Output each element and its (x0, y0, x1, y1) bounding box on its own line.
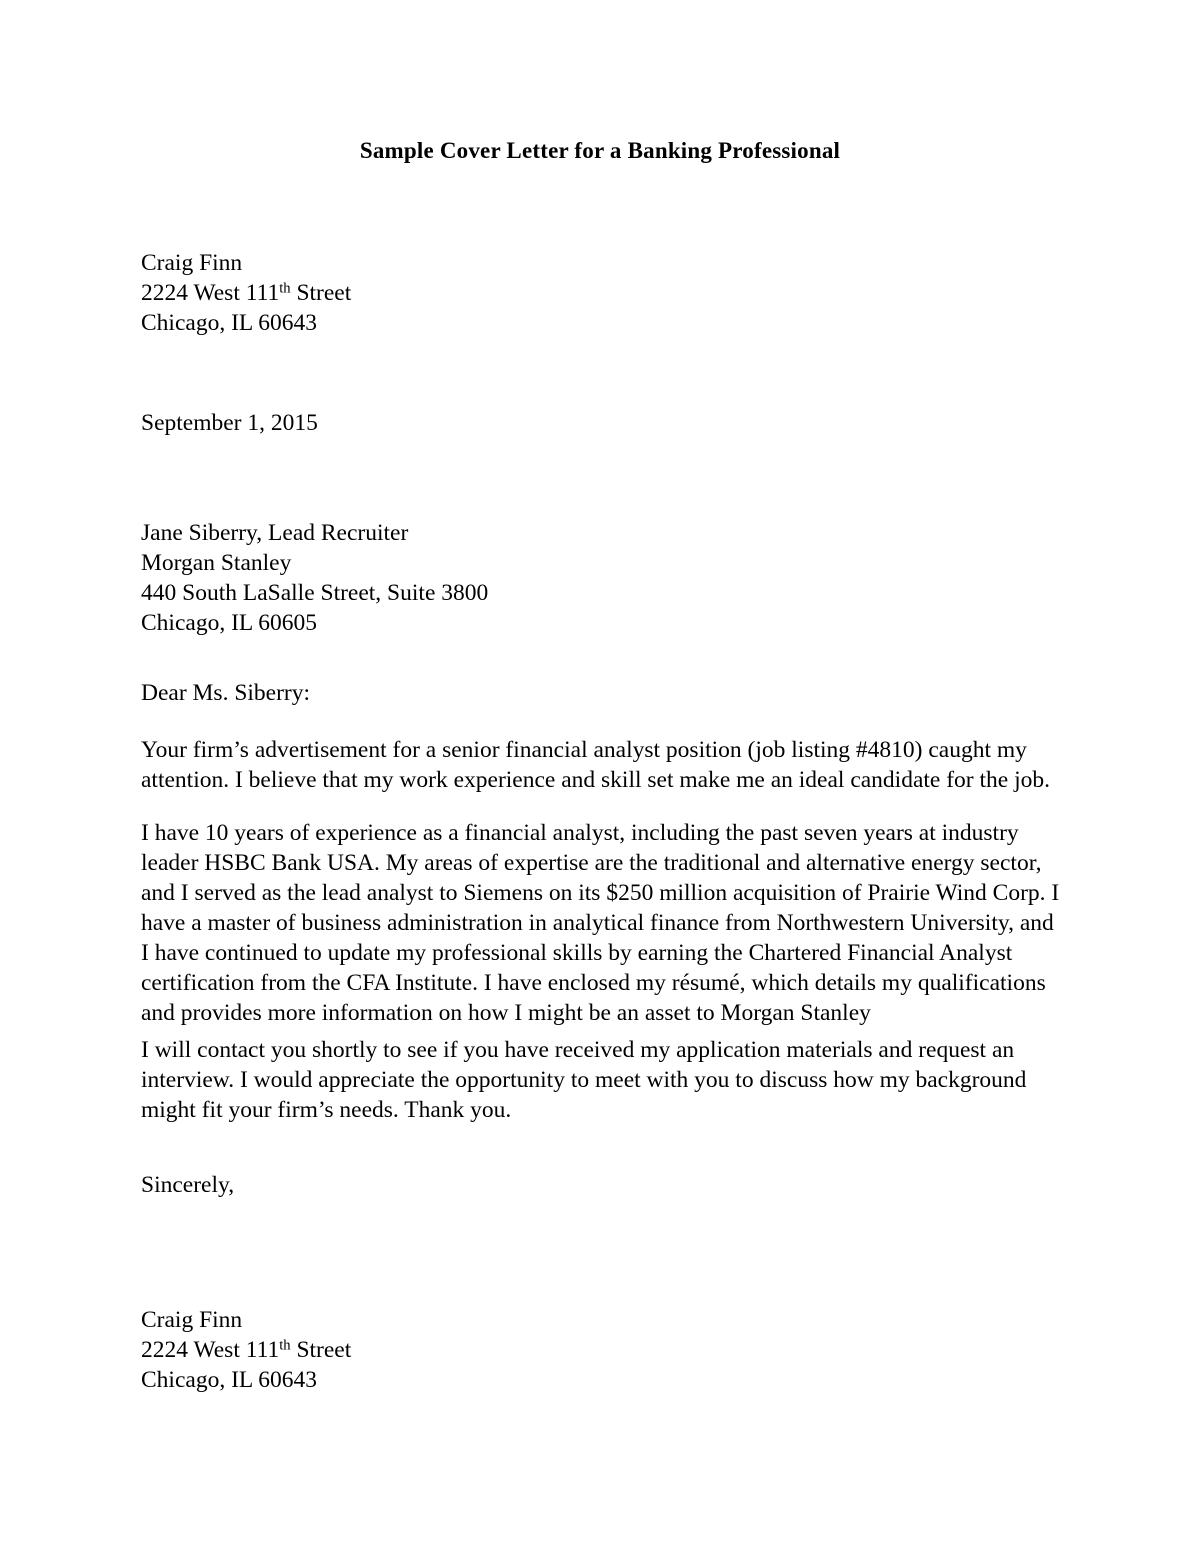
date-text: September 1, 2015 (141, 410, 318, 436)
signature-city-state-zip: Chicago, IL 60643 (141, 1367, 317, 1393)
signature-address-block (141, 1305, 1063, 1395)
recipient-address-block (141, 518, 1063, 638)
salutation-line (141, 678, 1063, 708)
recipient-name-and-role: Jane Siberry, Lead Recruiter (141, 520, 409, 546)
page-title: Sample Cover Letter for a Banking Professional (359, 138, 841, 163)
recipient-city-state-zip: Chicago, IL 60605 (141, 610, 317, 636)
sender-street-name: Street (290, 280, 352, 306)
body-paragraph-2: I have 10 years of experience as a financial analyst, including the past seven years at industry leader HSBC Bank USA. My areas of expertise are the traditional and alternative energy sector, and I served as the lead analyst to Siemens on its $250 million acquisition of Prairie Wind Corp. I have a master of business administration in analytical finance from Northwestern University, and I have continued to update my professional skills by earning the Chartered Financial Analyst certification from the CFA Institute. I have enclosed my résumé, which details my qualifications and provides more information on how I might be an asset to Morgan Stanley (141, 820, 1060, 1026)
signature-name: Craig Finn (141, 1307, 243, 1333)
sender-name: Craig Finn (141, 250, 243, 276)
sender-address-block (141, 248, 1063, 338)
closing-text: Sincerely, (141, 1172, 235, 1198)
signature-street-number: 2224 West 111 (141, 1337, 280, 1363)
recipient-address: 440 South LaSalle Street, Suite 3800 (141, 580, 489, 606)
body-paragraph-2-container (141, 818, 1063, 1028)
letter-date (141, 408, 1063, 438)
signature-street-name: Street (290, 1337, 352, 1363)
salutation-text: Dear Ms. Siberry: (141, 680, 311, 706)
body-paragraph-1-container (141, 735, 1063, 795)
sender-street (141, 278, 1063, 308)
recipient-company: Morgan Stanley (141, 550, 292, 576)
closing-line (141, 1170, 1063, 1200)
body-paragraph-3-container (141, 1035, 1063, 1125)
signature-street (141, 1335, 1063, 1365)
sender-street-number: 2224 West 111 (141, 280, 280, 306)
sender-city-state-zip: Chicago, IL 60643 (141, 310, 317, 336)
body-paragraph-3: I will contact you shortly to see if you have received my application materials and request an interview. I would appreciate the opportunity to meet with you to discuss how my background might fit your firm’s needs. Thank you. (141, 1037, 1027, 1123)
body-paragraph-1: Your firm’s advertisement for a senior financial analyst position (job listing #4810) caught my attention. I believe that my work experience and skill set make me an ideal candidate for the job. (141, 737, 1050, 793)
signature-street-ordinal-suffix: th (279, 1337, 291, 1354)
sender-street-ordinal-suffix: th (279, 280, 291, 297)
